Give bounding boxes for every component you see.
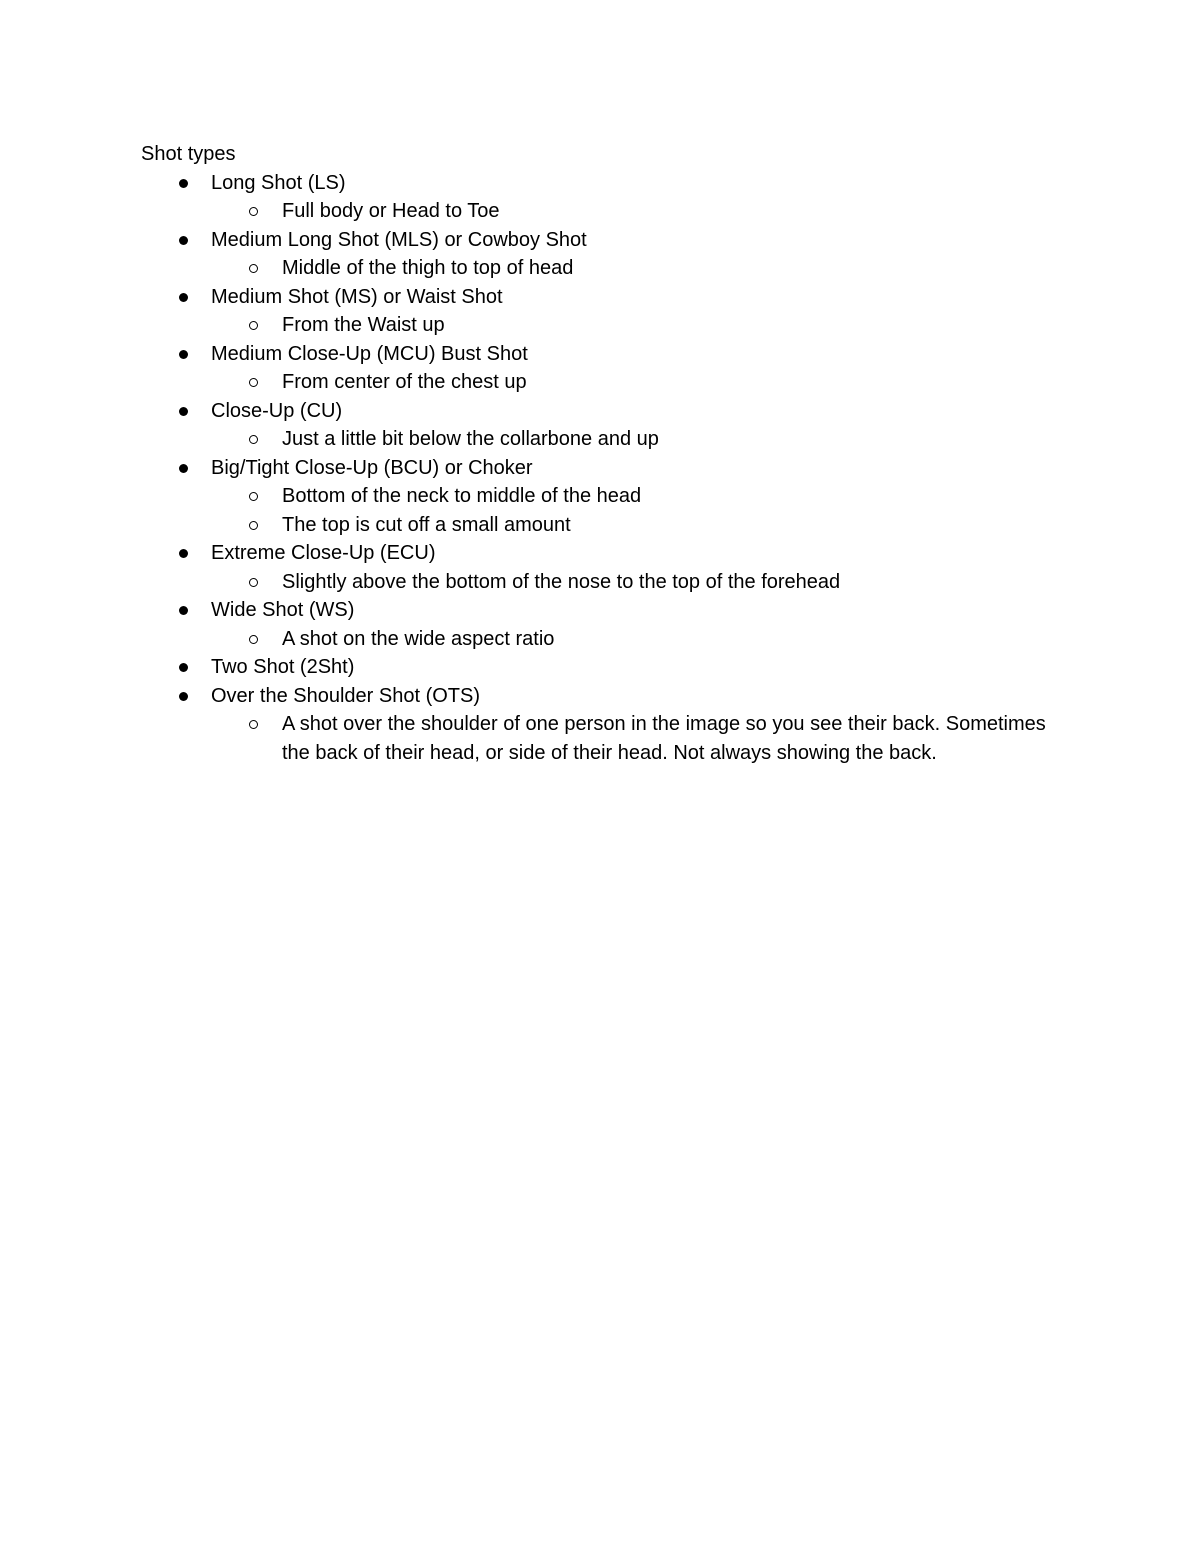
sub-list-item-label: Middle of the thigh to top of head bbox=[282, 257, 574, 279]
bullet-circle-icon bbox=[249, 720, 258, 729]
list-item bbox=[141, 397, 1061, 454]
sub-list-item bbox=[211, 254, 1061, 283]
sub-list-item-label: Slightly above the bottom of the nose to the top of the forehead bbox=[282, 570, 841, 593]
bullet-disc-icon bbox=[179, 606, 188, 615]
bullet-circle-icon bbox=[249, 321, 258, 330]
bullet-circle-icon bbox=[249, 521, 258, 530]
list-item bbox=[141, 653, 1061, 682]
bullet-disc-icon bbox=[179, 464, 188, 473]
sub-list-item bbox=[211, 425, 1061, 454]
bullet-disc-icon bbox=[179, 236, 188, 245]
list-item bbox=[141, 283, 1061, 340]
bullet-disc-icon bbox=[179, 293, 188, 302]
sub-list-item-label: Full body or Head to Toe bbox=[282, 200, 500, 222]
document-title: Shot types bbox=[141, 143, 236, 165]
sub-list bbox=[211, 197, 1061, 226]
list-item-label: Medium Close-Up (MCU) Bust Shot bbox=[211, 342, 528, 365]
bullet-disc-icon bbox=[179, 407, 188, 416]
sub-list bbox=[211, 482, 1061, 539]
sub-list-item bbox=[211, 482, 1061, 511]
list-item bbox=[141, 682, 1061, 768]
bullet-circle-icon bbox=[249, 578, 258, 587]
sub-list bbox=[211, 568, 1061, 597]
list-item bbox=[141, 596, 1061, 653]
list-item-label: Over the Shoulder Shot (OTS) bbox=[211, 684, 481, 707]
list-item-label: Wide Shot (WS) bbox=[211, 599, 355, 621]
sub-list-item bbox=[211, 710, 1061, 767]
list-item-label: Close-Up (CU) bbox=[211, 399, 343, 422]
sub-list bbox=[211, 311, 1061, 340]
sub-list-item bbox=[211, 311, 1061, 340]
sub-list bbox=[211, 625, 1061, 654]
sub-list-item-label: Just a little bit below the collarbone and up bbox=[282, 428, 659, 450]
list-item-label: Medium Shot (MS) or Waist Shot bbox=[211, 285, 503, 308]
bullet-disc-icon bbox=[179, 692, 188, 701]
bullet-circle-icon bbox=[249, 492, 258, 501]
document-content bbox=[141, 140, 1061, 767]
sub-list-item-label: The top is cut off a small amount bbox=[282, 513, 571, 536]
list-item-label: Long Shot (LS) bbox=[211, 171, 346, 194]
sub-list bbox=[211, 368, 1061, 397]
list-item bbox=[141, 169, 1061, 226]
list-item bbox=[141, 226, 1061, 283]
list-item-label: Two Shot (2Sht) bbox=[211, 656, 355, 678]
sub-list-item bbox=[211, 511, 1061, 540]
bullet-circle-icon bbox=[249, 635, 258, 644]
bullet-disc-icon bbox=[179, 350, 188, 359]
sub-list-item bbox=[211, 368, 1061, 397]
sub-list-item-label: From the Waist up bbox=[282, 314, 445, 336]
sub-list bbox=[211, 254, 1061, 283]
bullet-circle-icon bbox=[249, 378, 258, 387]
sub-list-item bbox=[211, 568, 1061, 597]
sub-list-item-label: From center of the chest up bbox=[282, 371, 527, 393]
list-item bbox=[141, 454, 1061, 540]
list-item bbox=[141, 340, 1061, 397]
sub-list bbox=[211, 710, 1061, 767]
bullet-disc-icon bbox=[179, 179, 188, 188]
bullet-circle-icon bbox=[249, 207, 258, 216]
list-item-label: Medium Long Shot (MLS) or Cowboy Shot bbox=[211, 228, 587, 251]
shot-type-list bbox=[141, 169, 1061, 768]
list-item bbox=[141, 539, 1061, 596]
sub-list-item-label: A shot on the wide aspect ratio bbox=[282, 627, 555, 650]
sub-list-item bbox=[211, 625, 1061, 654]
bullet-circle-icon bbox=[249, 435, 258, 444]
sub-list-item bbox=[211, 197, 1061, 226]
bullet-circle-icon bbox=[249, 264, 258, 273]
list-item-label: Extreme Close-Up (ECU) bbox=[211, 542, 436, 564]
bullet-disc-icon bbox=[179, 663, 188, 672]
sub-list-item-label: Bottom of the neck to middle of the head bbox=[282, 485, 642, 507]
sub-list-item-label: A shot over the shoulder of one person in the image so you see their back. Sometimes the back of their head, or side of their head. Not always showing the back. bbox=[282, 713, 1046, 764]
list-item-label: Big/Tight Close-Up (BCU) or Choker bbox=[211, 456, 533, 479]
bullet-disc-icon bbox=[179, 549, 188, 558]
sub-list bbox=[211, 425, 1061, 454]
